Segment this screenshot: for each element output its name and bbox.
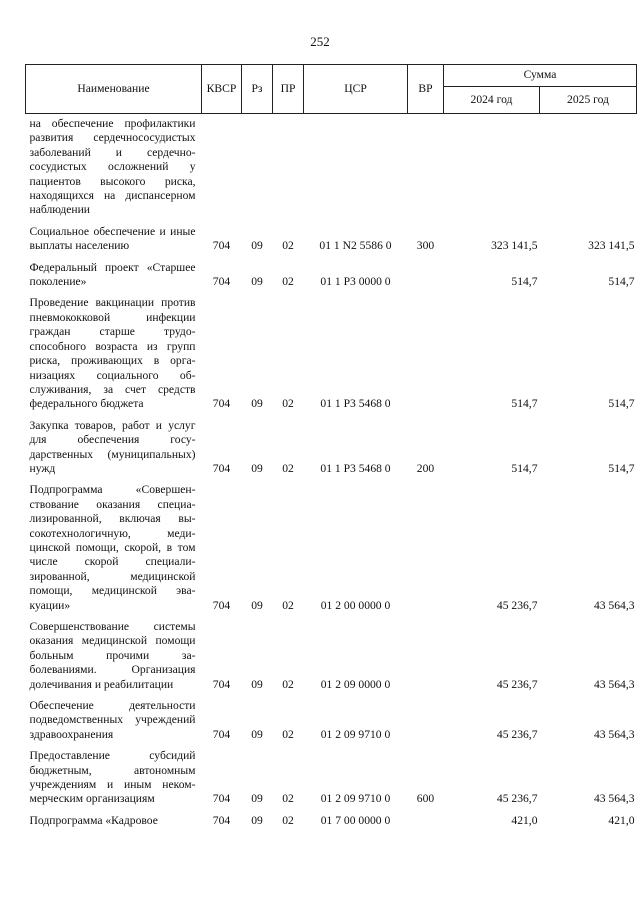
row-name: Социальное обеспечение и иные выплаты населению	[29, 224, 196, 253]
header-kvsr: КВСР	[202, 65, 242, 114]
row-rz: 09	[251, 792, 263, 806]
row-csr: 01 7 00 0000 0	[320, 813, 391, 827]
row-pr: 02	[282, 275, 294, 289]
row-csr: 01 2 09 9710 0	[320, 727, 391, 741]
row-vr	[408, 114, 444, 222]
row-kvsr: 704	[212, 727, 231, 741]
row-kvsr	[202, 114, 242, 222]
table-row	[26, 480, 637, 617]
table-body	[26, 114, 637, 833]
row-name: Закупка товаров, работ и услуг для обеспечения государственных (муниципальных) нужд	[29, 418, 196, 475]
row-name: на обеспечение профилактики развития сердечнососудистых заболеваний и сердечно-сосудистых осложнений у пациентов высокого риска, находящихся на диспансерном наблюдении	[29, 117, 196, 217]
header-name: Наименование	[26, 65, 202, 114]
table-row	[26, 811, 637, 832]
row-pr: 02	[282, 792, 294, 806]
header-csr: ЦСР	[304, 65, 408, 114]
row-csr: 01 1 P3 5468 0	[320, 397, 391, 411]
row-rz: 09	[251, 727, 263, 741]
row-csr: 01 1 P3 5468 0	[320, 461, 391, 475]
row-pr: 02	[282, 239, 294, 253]
row-pr: 02	[282, 397, 294, 411]
row-rz: 09	[251, 275, 263, 289]
row-name: Проведение вакцинации против пневмококковой инфекции граждан старше трудоспособного возраста из групп риска, проживающих в организациях социального обслуживания, за счет средств федерального бюджета	[29, 296, 196, 411]
row-csr: 01 2 09 0000 0	[320, 677, 391, 691]
row-kvsr: 704	[212, 677, 231, 691]
row-sum-2025: 43 564,3	[593, 598, 635, 612]
row-vr	[408, 617, 444, 696]
row-sum-2024	[444, 114, 540, 222]
row-sum-2024: 45 236,7	[496, 792, 538, 806]
row-csr: 01 1 N2 5586 0	[319, 239, 392, 253]
page-number: 252	[310, 34, 330, 49]
row-sum-2024: 514,7	[511, 461, 538, 475]
table-header	[26, 65, 637, 114]
row-vr: 600	[416, 792, 435, 806]
row-sum-2025: 421,0	[608, 813, 635, 827]
row-kvsr: 704	[212, 598, 231, 612]
row-kvsr: 704	[212, 461, 231, 475]
header-year-2024: 2024 год	[444, 87, 540, 114]
table-row	[26, 696, 637, 746]
row-kvsr: 704	[212, 239, 231, 253]
row-sum-2024: 514,7	[511, 275, 538, 289]
row-rz: 09	[251, 239, 263, 253]
row-rz: 09	[251, 677, 263, 691]
row-rz: 09	[251, 397, 263, 411]
row-sum-2024: 45 236,7	[496, 677, 538, 691]
row-pr: 02	[282, 461, 294, 475]
table-row	[26, 222, 637, 258]
row-vr	[408, 293, 444, 415]
row-kvsr: 704	[212, 813, 231, 827]
row-rz: 09	[251, 598, 263, 612]
table-row	[26, 617, 637, 696]
row-csr: 01 2 09 9710 0	[320, 792, 391, 806]
row-rz	[242, 114, 273, 222]
header-sum: Сумма	[444, 65, 637, 87]
row-sum-2025: 514,7	[608, 461, 635, 475]
budget-table	[25, 64, 637, 832]
row-vr	[408, 480, 444, 617]
row-sum-2025: 514,7	[608, 397, 635, 411]
row-kvsr: 704	[212, 397, 231, 411]
row-csr	[304, 114, 408, 222]
row-sum-2025: 43 564,3	[593, 792, 635, 806]
row-sum-2025: 514,7	[608, 275, 635, 289]
row-vr	[408, 696, 444, 746]
table-row	[26, 416, 637, 481]
row-name: Обеспечение деятельности подведомственных учреждений здравоохранения	[29, 699, 196, 741]
row-name: Подпрограмма «Кадровое	[29, 813, 158, 827]
row-sum-2024: 45 236,7	[496, 727, 538, 741]
table-row	[26, 258, 637, 294]
table-row	[26, 114, 637, 222]
row-vr	[408, 258, 444, 294]
row-sum-2025	[540, 114, 637, 222]
row-pr: 02	[282, 813, 294, 827]
row-csr: 01 1 P3 0000 0	[320, 275, 391, 289]
row-name: Федеральный проект «Старшее поколение»	[29, 260, 196, 289]
table-row	[26, 746, 637, 811]
row-rz: 09	[251, 461, 263, 475]
header-year-2025: 2025 год	[540, 87, 637, 114]
row-kvsr: 704	[212, 792, 231, 806]
header-vr: ВР	[408, 65, 444, 114]
table-row	[26, 293, 637, 415]
row-rz: 09	[251, 813, 263, 827]
header-pr: ПР	[273, 65, 304, 114]
row-pr	[273, 114, 304, 222]
row-name: Подпрограмма «Совершенствование оказания специализированной, включая высокотехнологичную, медицинской помощи, скорой, в том числе скорой специализированной, медицинской помощи, медицинской эвакуации»	[29, 483, 196, 612]
row-sum-2024: 514,7	[511, 397, 538, 411]
row-sum-2024: 45 236,7	[496, 598, 538, 612]
row-vr: 200	[416, 461, 435, 475]
row-vr	[408, 811, 444, 832]
row-pr: 02	[282, 677, 294, 691]
header-rz: Рз	[242, 65, 273, 114]
row-name: Совершенствование системы оказания медицинской помощи больным прочими заболеваниями. Организация долечивания и реабилитации	[29, 620, 196, 691]
row-csr: 01 2 00 0000 0	[320, 598, 391, 612]
row-pr: 02	[282, 598, 294, 612]
row-sum-2024: 323 141,5	[491, 239, 538, 253]
row-sum-2024: 421,0	[511, 813, 538, 827]
row-pr: 02	[282, 727, 294, 741]
row-vr: 300	[416, 239, 435, 253]
row-sum-2025: 43 564,3	[593, 727, 635, 741]
row-name: Предоставление субсидий бюджетным, автономным учреждениям и иным некоммерческим организациям	[29, 749, 196, 806]
row-sum-2025: 323 141,5	[588, 239, 635, 253]
row-kvsr: 704	[212, 275, 231, 289]
row-sum-2025: 43 564,3	[593, 677, 635, 691]
